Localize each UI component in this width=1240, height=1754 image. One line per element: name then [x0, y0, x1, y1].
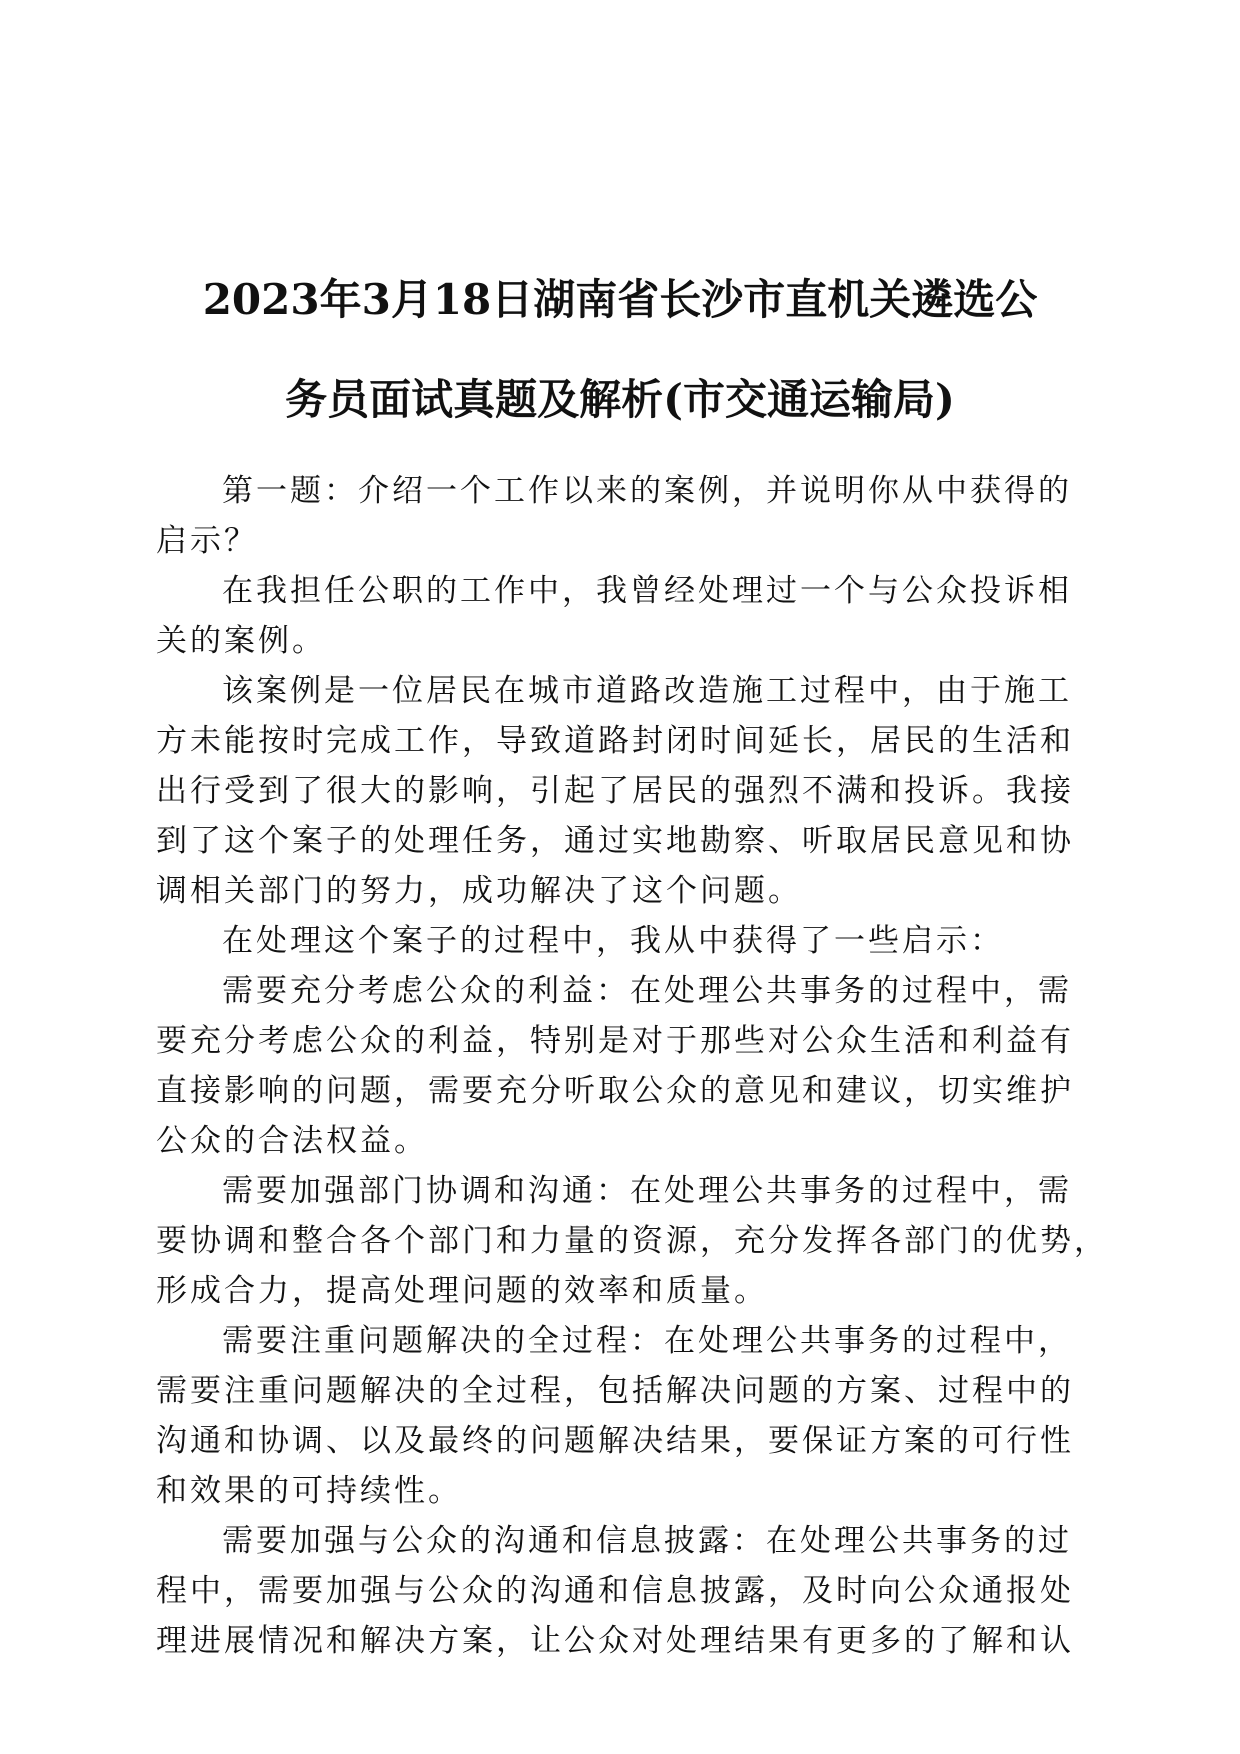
text-line: 理进展情况和解决方案，让公众对处理结果有更多的了解和认: [156, 1623, 1074, 1659]
paragraph: [156, 566, 1086, 666]
text-line: 关的案例。: [156, 623, 326, 659]
paragraph: [156, 466, 1086, 566]
text-line: 需要注重问题解决的全过程：在处理公共事务的过程中，: [222, 1323, 1072, 1359]
paragraph: [156, 1166, 1108, 1316]
text-line: 要充分考虑公众的利益，特别是对于那些对公众生活和利益有: [156, 1023, 1074, 1059]
text-line: 程中，需要加强与公众的沟通和信息披露，及时向公众通报处: [156, 1573, 1074, 1609]
text-line: 形成合力，提高处理问题的效率和质量。: [156, 1273, 768, 1309]
paragraph: [156, 966, 1086, 1166]
text-line: 在我担任公职的工作中，我曾经处理过一个与公众投诉相: [222, 573, 1072, 609]
paragraph: [156, 916, 1086, 966]
text-line: 到了这个案子的处理任务，通过实地勘察、听取居民意见和协: [156, 823, 1074, 859]
paragraph: [156, 1316, 1086, 1516]
text-line: 方未能按时完成工作，导致道路封闭时间延长，居民的生活和: [156, 723, 1074, 759]
text-line: 该案例是一位居民在城市道路改造施工过程中，由于施工: [222, 673, 1072, 709]
paragraph: [156, 1516, 1086, 1666]
document-body: [156, 466, 1108, 1666]
title-line: 2023年3月18日湖南省长沙市直机关遴选公: [202, 275, 1038, 324]
text-line: 在处理这个案子的过程中，我从中获得了一些启示：: [222, 923, 1004, 959]
text-line: 需要注重问题解决的全过程，包括解决问题的方案、过程中的: [156, 1373, 1074, 1409]
text-line: 启示？: [156, 523, 258, 559]
text-line: 需要充分考虑公众的利益：在处理公共事务的过程中，需: [222, 973, 1072, 1009]
paragraph: [156, 666, 1086, 916]
text-line: 出行受到了很大的影响，引起了居民的强烈不满和投诉。我接: [156, 773, 1074, 809]
text-line: 需要加强与公众的沟通和信息披露：在处理公共事务的过: [222, 1523, 1072, 1559]
text-line: 需要加强部门协调和沟通：在处理公共事务的过程中，需: [222, 1173, 1072, 1209]
title-line: 务员面试真题及解析(市交通运输局): [285, 375, 955, 424]
text-line: 公众的合法权益。: [156, 1123, 428, 1159]
text-line: 要协调和整合各个部门和力量的资源，充分发挥各部门的优势，: [156, 1223, 1108, 1259]
text-line: 和效果的可持续性。: [156, 1473, 462, 1509]
text-line: 直接影响的问题，需要充分听取公众的意见和建议，切实维护: [156, 1073, 1074, 1109]
document-title: [150, 250, 1090, 450]
text-line: 沟通和协调、以及最终的问题解决结果，要保证方案的可行性: [156, 1423, 1074, 1459]
text-line: 第一题：介绍一个工作以来的案例，并说明你从中获得的: [222, 473, 1072, 509]
text-line: 调相关部门的努力，成功解决了这个问题。: [156, 873, 802, 909]
